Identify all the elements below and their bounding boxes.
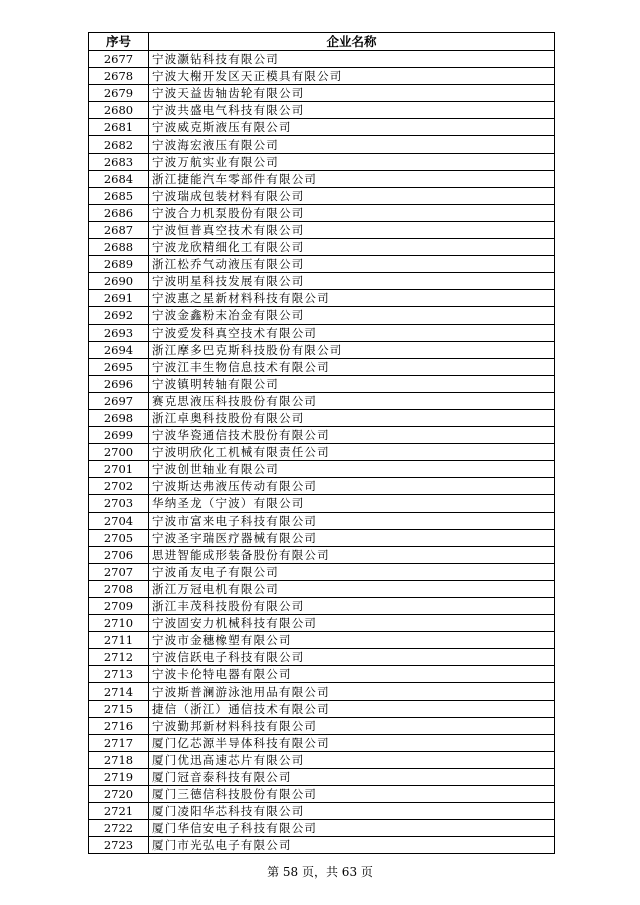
serial-number-cell: 2704 (89, 512, 149, 529)
serial-number-cell: 2682 (89, 136, 149, 153)
company-name-cell: 宁波信跃电子科技有限公司 (149, 649, 555, 666)
header-serial-number: 序号 (89, 33, 149, 51)
table-row (89, 85, 555, 102)
company-name-cell: 厦门华信安电子科技有限公司 (149, 820, 555, 837)
serial-number-cell: 2718 (89, 751, 149, 768)
company-name-cell: 思进智能成形装备股份有限公司 (149, 546, 555, 563)
company-name-cell: 宁波灏钻科技有限公司 (149, 51, 555, 68)
table-row (89, 598, 555, 615)
table-row (89, 529, 555, 546)
company-name-cell: 厦门亿芯源半导体科技有限公司 (149, 734, 555, 751)
serial-number-cell: 2680 (89, 102, 149, 119)
serial-number-cell: 2723 (89, 837, 149, 854)
table-header-row (89, 33, 555, 51)
company-name-cell: 浙江丰茂科技股份有限公司 (149, 598, 555, 615)
serial-number-cell: 2695 (89, 358, 149, 375)
serial-number-cell: 2690 (89, 273, 149, 290)
header-company-name: 企业名称 (149, 33, 555, 51)
serial-number-cell: 2694 (89, 341, 149, 358)
enterprise-table (88, 32, 555, 854)
serial-number-cell: 2720 (89, 786, 149, 803)
table-row (89, 273, 555, 290)
table-row (89, 102, 555, 119)
serial-number-cell: 2696 (89, 375, 149, 392)
company-name-cell: 宁波勤邦新材料科技有限公司 (149, 717, 555, 734)
company-name-cell: 宁波万航实业有限公司 (149, 153, 555, 170)
table-row (89, 683, 555, 700)
company-name-cell: 宁波斯普澜游泳池用品有限公司 (149, 683, 555, 700)
serial-number-cell: 2713 (89, 666, 149, 683)
company-name-cell: 浙江捷能汽车零部件有限公司 (149, 170, 555, 187)
table-row (89, 187, 555, 204)
table-row (89, 290, 555, 307)
table-row (89, 170, 555, 187)
company-name-cell: 捷信（浙江）通信技术有限公司 (149, 700, 555, 717)
table-row (89, 751, 555, 768)
table-row (89, 256, 555, 273)
table-row (89, 512, 555, 529)
table-row (89, 768, 555, 785)
table-row (89, 444, 555, 461)
company-name-cell: 宁波江丰生物信息技术有限公司 (149, 358, 555, 375)
table-row (89, 734, 555, 751)
table-row (89, 820, 555, 837)
company-name-cell: 宁波明星科技发展有限公司 (149, 273, 555, 290)
table-row (89, 580, 555, 597)
table-row (89, 324, 555, 341)
company-name-cell: 浙江卓奥科技股份有限公司 (149, 409, 555, 426)
serial-number-cell: 2697 (89, 392, 149, 409)
table-row (89, 51, 555, 68)
serial-number-cell: 2683 (89, 153, 149, 170)
company-name-cell: 宁波瑞成包装材料有限公司 (149, 187, 555, 204)
serial-number-cell: 2693 (89, 324, 149, 341)
company-name-cell: 宁波天益齿轴齿轮有限公司 (149, 85, 555, 102)
serial-number-cell: 2692 (89, 307, 149, 324)
serial-number-cell: 2708 (89, 580, 149, 597)
company-name-cell: 宁波甬友电子有限公司 (149, 563, 555, 580)
serial-number-cell: 2703 (89, 495, 149, 512)
table-row (89, 649, 555, 666)
table-row (89, 375, 555, 392)
company-name-cell: 宁波创世轴业有限公司 (149, 461, 555, 478)
serial-number-cell: 2689 (89, 256, 149, 273)
serial-number-cell: 2701 (89, 461, 149, 478)
company-name-cell: 厦门优迅高速芯片有限公司 (149, 751, 555, 768)
serial-number-cell: 2678 (89, 68, 149, 85)
serial-number-cell: 2688 (89, 239, 149, 256)
table-row (89, 307, 555, 324)
company-name-cell: 华纳圣龙（宁波）有限公司 (149, 495, 555, 512)
table-row (89, 427, 555, 444)
serial-number-cell: 2684 (89, 170, 149, 187)
serial-number-cell: 2711 (89, 632, 149, 649)
serial-number-cell: 2686 (89, 204, 149, 221)
serial-number-cell: 2691 (89, 290, 149, 307)
company-name-cell: 浙江万冠电机有限公司 (149, 580, 555, 597)
company-name-cell: 宁波恒普真空技术有限公司 (149, 221, 555, 238)
serial-number-cell: 2706 (89, 546, 149, 563)
serial-number-cell: 2719 (89, 768, 149, 785)
table-row (89, 478, 555, 495)
table-row (89, 717, 555, 734)
company-name-cell: 宁波海宏液压有限公司 (149, 136, 555, 153)
table-row (89, 221, 555, 238)
table-row (89, 803, 555, 820)
company-name-cell: 宁波大榭开发区天正模具有限公司 (149, 68, 555, 85)
serial-number-cell: 2698 (89, 409, 149, 426)
company-name-cell: 赛克思液压科技股份有限公司 (149, 392, 555, 409)
serial-number-cell: 2679 (89, 85, 149, 102)
serial-number-cell: 2687 (89, 221, 149, 238)
company-name-cell: 厦门凌阳华芯科技有限公司 (149, 803, 555, 820)
company-name-cell: 宁波金鑫粉末冶金有限公司 (149, 307, 555, 324)
table-row (89, 786, 555, 803)
company-name-cell: 宁波惠之星新材料科技有限公司 (149, 290, 555, 307)
company-name-cell: 宁波圣宇瑞医疗器械有限公司 (149, 529, 555, 546)
company-name-cell: 厦门市光弘电子有限公司 (149, 837, 555, 854)
serial-number-cell: 2722 (89, 820, 149, 837)
table-row (89, 495, 555, 512)
table-row (89, 239, 555, 256)
company-name-cell: 宁波龙欣精细化工有限公司 (149, 239, 555, 256)
company-name-cell: 厦门三德信科技股份有限公司 (149, 786, 555, 803)
serial-number-cell: 2709 (89, 598, 149, 615)
serial-number-cell: 2681 (89, 119, 149, 136)
serial-number-cell: 2677 (89, 51, 149, 68)
company-name-cell: 宁波斯达弗液压传动有限公司 (149, 478, 555, 495)
company-name-cell: 宁波共盛电气科技有限公司 (149, 102, 555, 119)
serial-number-cell: 2700 (89, 444, 149, 461)
table-row (89, 632, 555, 649)
table-row (89, 153, 555, 170)
table-row (89, 392, 555, 409)
serial-number-cell: 2699 (89, 427, 149, 444)
serial-number-cell: 2705 (89, 529, 149, 546)
serial-number-cell: 2710 (89, 615, 149, 632)
company-name-cell: 宁波明欣化工机械有限责任公司 (149, 444, 555, 461)
serial-number-cell: 2714 (89, 683, 149, 700)
table-row (89, 700, 555, 717)
company-name-cell: 宁波镇明转轴有限公司 (149, 375, 555, 392)
company-name-cell: 宁波合力机泵股份有限公司 (149, 204, 555, 221)
table-row (89, 615, 555, 632)
serial-number-cell: 2712 (89, 649, 149, 666)
table-row (89, 563, 555, 580)
company-name-cell: 浙江松乔气动液压有限公司 (149, 256, 555, 273)
company-name-cell: 宁波华瓷通信技术股份有限公司 (149, 427, 555, 444)
company-name-cell: 浙江摩多巴克斯科技股份有限公司 (149, 341, 555, 358)
table-row (89, 119, 555, 136)
table-row (89, 341, 555, 358)
serial-number-cell: 2721 (89, 803, 149, 820)
table-row (89, 837, 555, 854)
table-row (89, 204, 555, 221)
company-name-cell: 厦门冠音泰科技有限公司 (149, 768, 555, 785)
table-row (89, 546, 555, 563)
serial-number-cell: 2707 (89, 563, 149, 580)
serial-number-cell: 2685 (89, 187, 149, 204)
table-row (89, 68, 555, 85)
company-name-cell: 宁波卡伦特电器有限公司 (149, 666, 555, 683)
serial-number-cell: 2716 (89, 717, 149, 734)
company-name-cell: 宁波固安力机械科技有限公司 (149, 615, 555, 632)
table-row (89, 358, 555, 375)
table-row (89, 136, 555, 153)
table-row (89, 666, 555, 683)
serial-number-cell: 2717 (89, 734, 149, 751)
table-row (89, 409, 555, 426)
company-name-cell: 宁波威克斯液压有限公司 (149, 119, 555, 136)
table-body (89, 51, 555, 854)
serial-number-cell: 2702 (89, 478, 149, 495)
company-name-cell: 宁波市金穗橡塑有限公司 (149, 632, 555, 649)
table-row (89, 461, 555, 478)
page-footer: 第 58 页，共 63 页 (267, 865, 373, 879)
serial-number-cell: 2715 (89, 700, 149, 717)
company-name-cell: 宁波爱发科真空技术有限公司 (149, 324, 555, 341)
company-name-cell: 宁波市富来电子科技有限公司 (149, 512, 555, 529)
